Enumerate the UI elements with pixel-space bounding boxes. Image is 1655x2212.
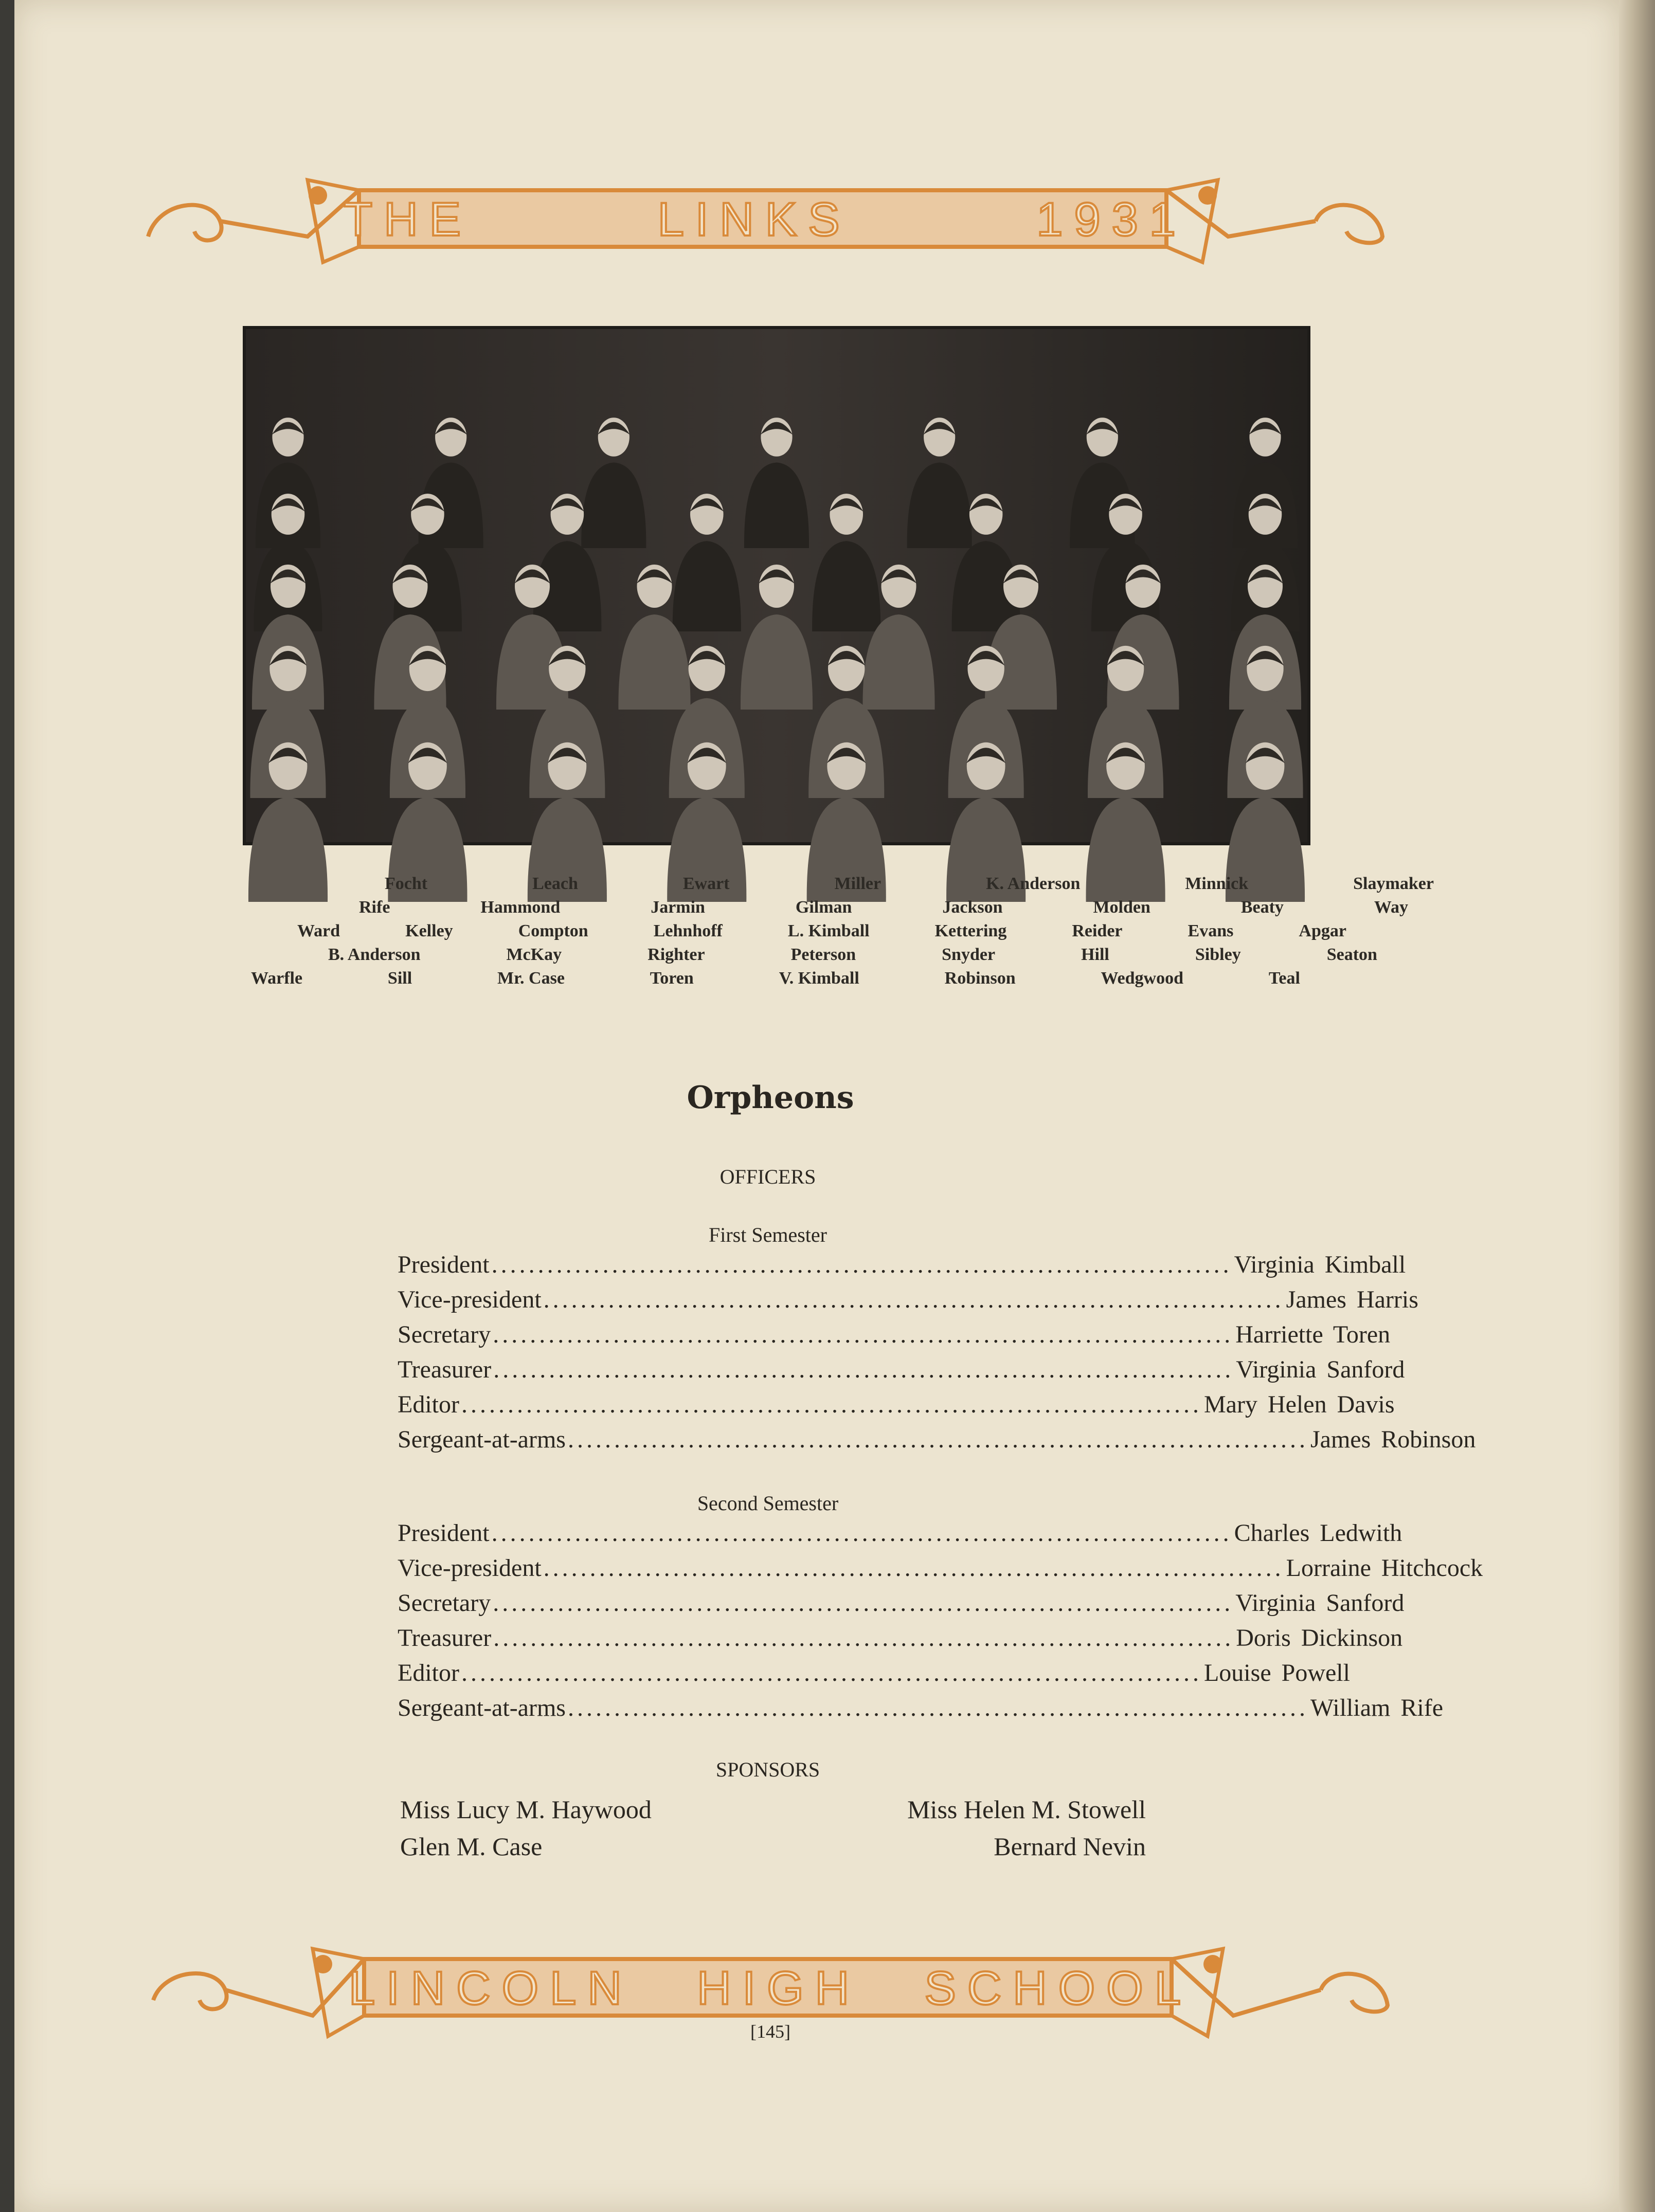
officer-role: Editor (398, 1391, 459, 1418)
caption-name: Leach (532, 874, 578, 893)
caption-name: Snyder (942, 945, 996, 964)
header-word: THE (344, 193, 472, 246)
caption-name: McKay (506, 945, 562, 964)
caption-row-2 (251, 898, 1485, 917)
caption-name: Sill (387, 969, 412, 988)
caption-name: Seaton (1326, 945, 1377, 964)
officers-heading: OFFICERS (719, 1165, 816, 1188)
caption-name: Compton (518, 921, 588, 940)
caption-name: Teal (1268, 969, 1300, 988)
caption-name: Ewart (682, 874, 730, 893)
officer-row (398, 1659, 1350, 1694)
caption-row-4 (251, 945, 1439, 965)
officer-row (398, 1519, 1402, 1554)
officer-row (398, 1320, 1391, 1355)
officer-name: Virginia Sanford (1235, 1589, 1405, 1617)
officer-role: Sergeant-at-arms (398, 1694, 566, 1721)
second-semester-heading: Second Semester (697, 1492, 839, 1515)
caption-name: Focht (385, 874, 428, 893)
caption-name: Sibley (1195, 945, 1241, 964)
officer-role: Secretary (398, 1589, 491, 1617)
caption-name: Rife (359, 898, 390, 917)
caption-name: Reider (1072, 921, 1123, 940)
officer-role: Secretary (398, 1321, 491, 1348)
caption-name: Toren (650, 969, 694, 988)
officer-role: Vice-president (398, 1286, 542, 1313)
first-semester-officers (398, 1250, 1476, 1460)
officer-row (398, 1285, 1418, 1320)
group-photo (243, 326, 1310, 845)
caption-name: Robinson (944, 969, 1016, 988)
caption-name: Jackson (942, 898, 1003, 917)
caption-name: Hill (1081, 945, 1109, 964)
page-number: [145] (750, 2021, 790, 2042)
officer-role: Treasurer (398, 1624, 492, 1652)
officer-row (398, 1250, 1406, 1285)
officer-name: Charles Ledwith (1234, 1519, 1402, 1547)
caption-name: V. Kimball (779, 969, 859, 988)
leader-dots: ................................................................................ (543, 1286, 1284, 1313)
leader-dots: ................................................................................ (543, 1554, 1284, 1582)
caption-name: Ward (297, 921, 340, 940)
leader-dots: ................................................................................ (567, 1426, 1308, 1453)
sponsor-name: Miss Lucy M. Haywood (400, 1795, 652, 1824)
caption-name: Gilman (795, 898, 852, 917)
page-title: Orpheons (687, 1080, 854, 1116)
leader-dots: ................................................................................ (493, 1624, 1234, 1652)
officer-name: Harriette Toren (1235, 1321, 1391, 1348)
footer-word: SCHOOL (924, 1962, 1192, 2015)
officer-name: Doris Dickinson (1236, 1624, 1403, 1652)
caption-name: Apgar (1299, 921, 1346, 940)
officer-row (398, 1425, 1476, 1460)
officer-role: Vice-president (398, 1554, 542, 1582)
header-banner (138, 159, 1393, 273)
officer-role: President (398, 1251, 490, 1278)
caption-name: B. Anderson (328, 945, 421, 964)
leader-dots: ................................................................................ (461, 1659, 1202, 1687)
caption-name: Righter (647, 945, 705, 964)
leader-dots: ................................................................................ (491, 1251, 1232, 1278)
caption-name: Wedgwood (1101, 969, 1184, 988)
officer-row (398, 1694, 1443, 1729)
caption-name: Minnick (1185, 874, 1249, 893)
caption-name: Kelley (405, 921, 453, 940)
sponsor-row (400, 1794, 1146, 1832)
footer-word: HIGH (697, 1962, 861, 2015)
caption-name: Way (1374, 898, 1408, 917)
header-word: LINKS (657, 193, 851, 246)
sponsor-name: Glen M. Case (400, 1832, 543, 1861)
leader-dots: ................................................................................ (493, 1356, 1234, 1383)
yearbook-page (14, 0, 1619, 2212)
caption-name: Kettering (934, 921, 1007, 940)
leader-dots: ................................................................................ (567, 1694, 1308, 1721)
officer-name: Lorraine Hitchcock (1286, 1554, 1483, 1582)
caption-name: Jarmin (651, 898, 705, 917)
caption-row-5 (251, 969, 1300, 988)
caption-name: Miller (834, 874, 882, 893)
first-semester-heading: First Semester (709, 1223, 827, 1246)
officer-row (398, 1624, 1403, 1659)
officer-role: Sergeant-at-arms (398, 1426, 566, 1453)
officer-role: President (398, 1519, 490, 1547)
caption-row-3 (251, 921, 1346, 941)
officer-row (398, 1390, 1395, 1425)
caption-name: Mr. Case (497, 969, 565, 988)
footer-banner-text (349, 1962, 1192, 2015)
sponsor-row (400, 1832, 1146, 1869)
officer-row (398, 1589, 1405, 1624)
caption-row-1 (251, 874, 1557, 894)
sponsors-heading: SPONSORS (715, 1758, 820, 1781)
leader-dots: ................................................................................ (493, 1589, 1234, 1617)
officer-name: James Robinson (1310, 1426, 1476, 1453)
caption-name: Hammond (480, 898, 561, 917)
officer-row (398, 1554, 1483, 1589)
caption-name: L. Kimball (787, 921, 870, 940)
officer-name: Virginia Kimball (1234, 1251, 1406, 1278)
sponsors-list (400, 1794, 1146, 1869)
leader-dots: ................................................................................ (493, 1321, 1234, 1348)
officer-name: Mary Helen Davis (1203, 1391, 1395, 1418)
officer-name: Virginia Sanford (1236, 1356, 1405, 1383)
caption-name: Warfle (251, 969, 303, 988)
caption-name: Lehnhoff (653, 921, 723, 940)
officer-role: Editor (398, 1659, 459, 1687)
officer-name: William Rife (1310, 1694, 1443, 1721)
second-semester-officers (398, 1519, 1483, 1729)
footer-word: LINCOLN (349, 1962, 633, 2015)
officer-role: Treasurer (398, 1356, 492, 1383)
sponsor-name: Miss Helen M. Stowell (907, 1795, 1146, 1824)
group-photo-image (246, 329, 1307, 842)
header-word: 1931 (1036, 193, 1187, 246)
caption-name: Slaymaker (1353, 874, 1434, 893)
book-binding (1619, 0, 1655, 2212)
header-banner-text (344, 193, 1187, 246)
caption-name: K. Anderson (986, 874, 1081, 893)
caption-name: Peterson (790, 945, 856, 964)
officer-name: James Harris (1286, 1286, 1418, 1313)
officer-row (398, 1355, 1405, 1390)
leader-dots: ................................................................................ (491, 1519, 1232, 1547)
leader-dots: ................................................................................ (461, 1391, 1202, 1418)
caption-name: Beaty (1240, 898, 1284, 917)
officer-name: Louise Powell (1203, 1659, 1350, 1687)
sponsor-name: Bernard Nevin (994, 1832, 1146, 1861)
caption-name: Evans (1188, 921, 1234, 940)
caption-name: Molden (1093, 898, 1150, 917)
